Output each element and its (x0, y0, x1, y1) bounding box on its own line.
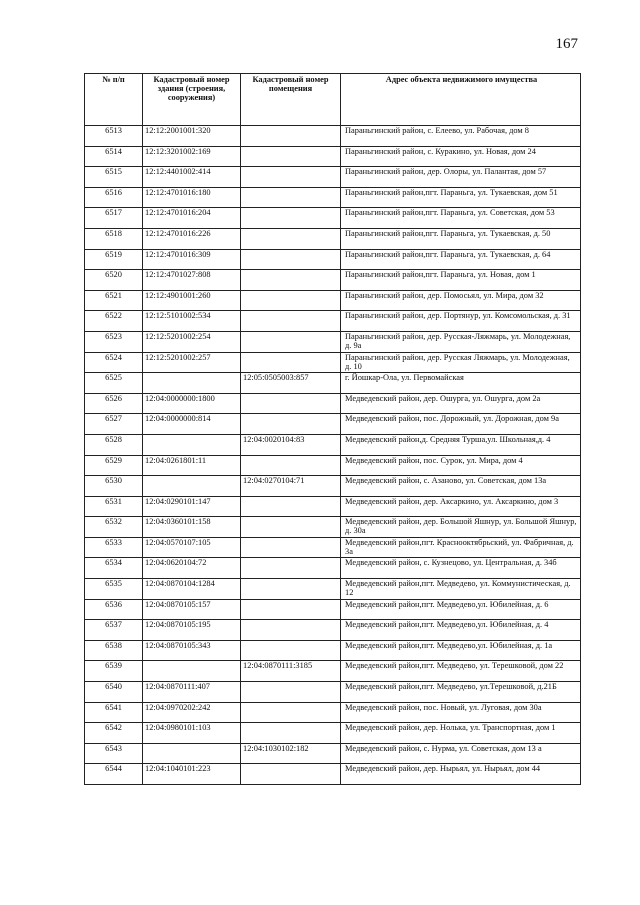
cell-address: Медведевский район,д. Средняя Турша,ул. Школьная,д. 4 (341, 434, 581, 455)
cell-building-cadastral: 12:04:0360101:158 (143, 517, 241, 538)
cell-address: Медведевский район, дер. Нырьял, ул. Нырьял, дом 44 (341, 764, 581, 785)
cell-building-cadastral: 12:04:0261801:11 (143, 455, 241, 476)
cell-room-cadastral (241, 126, 341, 147)
table-row (85, 311, 581, 332)
cell-building-cadastral (143, 743, 241, 764)
header-room-cadastral: Кадастровый номер помещения (241, 74, 341, 126)
table-row (85, 414, 581, 435)
cell-num: 6521 (85, 290, 143, 311)
cell-building-cadastral: 12:04:0870111:407 (143, 682, 241, 703)
cell-address: Медведевский район,пгт. Медведево,ул. Юбилейная, д. 1а (341, 640, 581, 661)
cell-num: 6539 (85, 661, 143, 682)
cell-address: г. Йошкар-Ола, ул. Первомайская (341, 373, 581, 394)
table-row (85, 517, 581, 538)
cell-num: 6532 (85, 517, 143, 538)
cell-address: Медведевский район, пос. Новый, ул. Луговая, дом 30а (341, 702, 581, 723)
cell-room-cadastral (241, 249, 341, 270)
cell-building-cadastral: 12:04:0870104:1284 (143, 579, 241, 600)
cell-building-cadastral: 12:04:0570107:105 (143, 537, 241, 558)
cell-num: 6538 (85, 640, 143, 661)
cell-num: 6518 (85, 228, 143, 249)
cell-address: Медведевский район, дер. Нолька, ул. Транспортная, дом 1 (341, 723, 581, 744)
cell-building-cadastral: 12:04:0980101:103 (143, 723, 241, 744)
cell-address: Параньгинский район, дер. Олоры, ул. Палантая, дом 57 (341, 167, 581, 188)
table-row (85, 373, 581, 394)
table-row (85, 126, 581, 147)
cell-num: 6513 (85, 126, 143, 147)
cell-room-cadastral: 12:04:0020104:83 (241, 434, 341, 455)
cell-address: Медведевский район,пгт. Краснооктябрьский, ул. Фабричная, д. 3а (341, 537, 581, 558)
cell-address: Медведевский район,пгт. Медведево, ул. Терешковой, дом 22 (341, 661, 581, 682)
table-row (85, 599, 581, 620)
cell-num: 6542 (85, 723, 143, 744)
cell-building-cadastral: 12:04:0870105:157 (143, 599, 241, 620)
cell-building-cadastral: 12:04:0870105:343 (143, 640, 241, 661)
cell-num: 6531 (85, 496, 143, 517)
cell-room-cadastral (241, 352, 341, 373)
table-row (85, 537, 581, 558)
cell-building-cadastral: 12:04:0000000:814 (143, 414, 241, 435)
table-row (85, 249, 581, 270)
header-building-cadastral: Кадастровый номер здания (строения, сооружения) (143, 74, 241, 126)
cell-room-cadastral (241, 414, 341, 435)
cell-room-cadastral (241, 455, 341, 476)
cell-building-cadastral: 12:12:4701016:180 (143, 187, 241, 208)
cell-num: 6514 (85, 146, 143, 167)
cell-building-cadastral: 12:12:5201002:254 (143, 331, 241, 352)
cell-room-cadastral (241, 517, 341, 538)
cell-address: Медведевский район, дер. Ошурга, ул. Ошурга, дом 2а (341, 393, 581, 414)
cell-room-cadastral (241, 167, 341, 188)
cell-building-cadastral: 12:12:4701027:808 (143, 270, 241, 291)
cell-room-cadastral (241, 579, 341, 600)
table-row (85, 331, 581, 352)
cell-building-cadastral: 12:12:4701016:226 (143, 228, 241, 249)
table-row (85, 682, 581, 703)
cell-building-cadastral (143, 373, 241, 394)
cell-room-cadastral (241, 682, 341, 703)
cell-building-cadastral: 12:12:2001001:320 (143, 126, 241, 147)
cell-room-cadastral: 12:04:0270104:71 (241, 476, 341, 497)
cell-building-cadastral: 12:04:0620104:72 (143, 558, 241, 579)
cell-address: Медведевский район, пос. Сурок, ул. Мира, дом 4 (341, 455, 581, 476)
table-row (85, 455, 581, 476)
cell-address: Медведевский район,пгт. Медведево,ул. Юбилейная, д. 4 (341, 620, 581, 641)
table-row (85, 620, 581, 641)
cell-num: 6516 (85, 187, 143, 208)
cell-num: 6525 (85, 373, 143, 394)
cell-room-cadastral (241, 270, 341, 291)
cell-address: Параньгинский район, дер. Портянур, ул. Комсомольская, д. 31 (341, 311, 581, 332)
cell-building-cadastral: 12:04:0290101:147 (143, 496, 241, 517)
cell-num: 6519 (85, 249, 143, 270)
cell-building-cadastral: 12:12:4701016:204 (143, 208, 241, 229)
cell-building-cadastral (143, 661, 241, 682)
property-table (84, 73, 581, 785)
cell-address: Параньгинский район, с. Куракино, ул. Новая, дом 24 (341, 146, 581, 167)
table-row (85, 228, 581, 249)
cell-num: 6533 (85, 537, 143, 558)
table-body (85, 126, 581, 785)
cell-building-cadastral (143, 434, 241, 455)
cell-num: 6515 (85, 167, 143, 188)
cell-num: 6544 (85, 764, 143, 785)
cell-address: Параньгинский район,пгт. Параньга, ул. Тукаевская, д. 64 (341, 249, 581, 270)
table-row (85, 167, 581, 188)
cell-building-cadastral: 12:12:5101002:534 (143, 311, 241, 332)
table-row (85, 496, 581, 517)
cell-address: Параньгинский район, дер. Русская-Ляжмарь, ул. Молодежная, д. 9а (341, 331, 581, 352)
table-row (85, 579, 581, 600)
table-row (85, 352, 581, 373)
cell-address: Параньгинский район,пгт. Параньга, ул. Тукаевская, д. 50 (341, 228, 581, 249)
cell-num: 6543 (85, 743, 143, 764)
cell-address: Медведевский район, с. Кузнецово, ул. Центральная, д. 34б (341, 558, 581, 579)
cell-address: Параньгинский район,пгт. Параньга, ул. Новая, дом 1 (341, 270, 581, 291)
cell-building-cadastral: 12:12:5201002:257 (143, 352, 241, 373)
cell-room-cadastral (241, 228, 341, 249)
cell-room-cadastral (241, 311, 341, 332)
cell-address: Медведевский район,пгт. Медведево, ул. Коммунистическая, д. 12 (341, 579, 581, 600)
table-row (85, 476, 581, 497)
cell-room-cadastral (241, 537, 341, 558)
table-row (85, 146, 581, 167)
cell-room-cadastral (241, 208, 341, 229)
cell-address: Параньгинский район,пгт. Параньга, ул. Тукаевская, дом 51 (341, 187, 581, 208)
cell-room-cadastral (241, 558, 341, 579)
table-row (85, 208, 581, 229)
cell-address: Медведевский район,пгт. Медведево, ул.Терешковой, д.21Б (341, 682, 581, 703)
table-row (85, 187, 581, 208)
cell-room-cadastral: 12:04:1030102:182 (241, 743, 341, 764)
cell-building-cadastral: 12:12:4401002:414 (143, 167, 241, 188)
cell-room-cadastral (241, 620, 341, 641)
cell-num: 6530 (85, 476, 143, 497)
cell-num: 6535 (85, 579, 143, 600)
cell-address: Параньгинский район, с. Елеево, ул. Рабочая, дом 8 (341, 126, 581, 147)
cell-address: Параньгинский район,пгт. Параньга, ул. Советская, дом 53 (341, 208, 581, 229)
cell-room-cadastral (241, 393, 341, 414)
cell-num: 6523 (85, 331, 143, 352)
table-row (85, 558, 581, 579)
cell-building-cadastral: 12:04:1040101:223 (143, 764, 241, 785)
cell-address: Параньгинский район, дер. Помосьял, ул. Мира, дом 32 (341, 290, 581, 311)
page-number: 167 (555, 36, 578, 52)
cell-num: 6527 (85, 414, 143, 435)
table-row (85, 702, 581, 723)
table-row (85, 393, 581, 414)
cell-num: 6517 (85, 208, 143, 229)
cell-num: 6526 (85, 393, 143, 414)
cell-address: Медведевский район, дер. Большой Яшнур, ул. Большой Яшнур, д. 30а (341, 517, 581, 538)
cell-num: 6528 (85, 434, 143, 455)
cell-address: Медведевский район, с. Нурма, ул. Советская, дом 13 а (341, 743, 581, 764)
cell-num: 6529 (85, 455, 143, 476)
cell-address: Медведевский район, дер. Аксаркино, ул. Аксаркино, дом 3 (341, 496, 581, 517)
cell-room-cadastral (241, 702, 341, 723)
cell-num: 6536 (85, 599, 143, 620)
table-row (85, 290, 581, 311)
cell-num: 6522 (85, 311, 143, 332)
cell-num: 6541 (85, 702, 143, 723)
cell-room-cadastral (241, 640, 341, 661)
cell-building-cadastral: 12:12:3201002:169 (143, 146, 241, 167)
cell-building-cadastral: 12:04:0000000:1800 (143, 393, 241, 414)
cell-num: 6537 (85, 620, 143, 641)
header-num: № п/п (85, 74, 143, 126)
cell-room-cadastral (241, 764, 341, 785)
table-row (85, 764, 581, 785)
table-row (85, 270, 581, 291)
cell-building-cadastral: 12:04:0870105:195 (143, 620, 241, 641)
table-row (85, 723, 581, 744)
table-row (85, 640, 581, 661)
table-header-row (85, 74, 581, 126)
cell-building-cadastral (143, 476, 241, 497)
cell-address: Медведевский район,пгт. Медведево,ул. Юбилейная, д. 6 (341, 599, 581, 620)
cell-address: Медведевский район, с. Азаново, ул. Советская, дом 13а (341, 476, 581, 497)
cell-room-cadastral (241, 290, 341, 311)
cell-room-cadastral (241, 496, 341, 517)
cell-building-cadastral: 12:04:0970202:242 (143, 702, 241, 723)
cell-room-cadastral: 12:05:0505003:857 (241, 373, 341, 394)
cell-address: Медведевский район, пос. Дорожный, ул. Дорожная, дом 9а (341, 414, 581, 435)
cell-room-cadastral (241, 146, 341, 167)
cell-room-cadastral (241, 723, 341, 744)
cell-building-cadastral: 12:12:4901001:260 (143, 290, 241, 311)
cell-room-cadastral: 12:04:0870111:3185 (241, 661, 341, 682)
cell-num: 6520 (85, 270, 143, 291)
table-row (85, 661, 581, 682)
cell-num: 6524 (85, 352, 143, 373)
cell-building-cadastral: 12:12:4701016:309 (143, 249, 241, 270)
cell-room-cadastral (241, 187, 341, 208)
cell-room-cadastral (241, 599, 341, 620)
table-row (85, 434, 581, 455)
cell-address: Параньгинский район, дер. Русская Ляжмарь, ул. Молодежная, д. 10 (341, 352, 581, 373)
table-row (85, 743, 581, 764)
cell-num: 6540 (85, 682, 143, 703)
header-address: Адрес объекта недвижимого имущества (341, 74, 581, 126)
cell-num: 6534 (85, 558, 143, 579)
cell-room-cadastral (241, 331, 341, 352)
